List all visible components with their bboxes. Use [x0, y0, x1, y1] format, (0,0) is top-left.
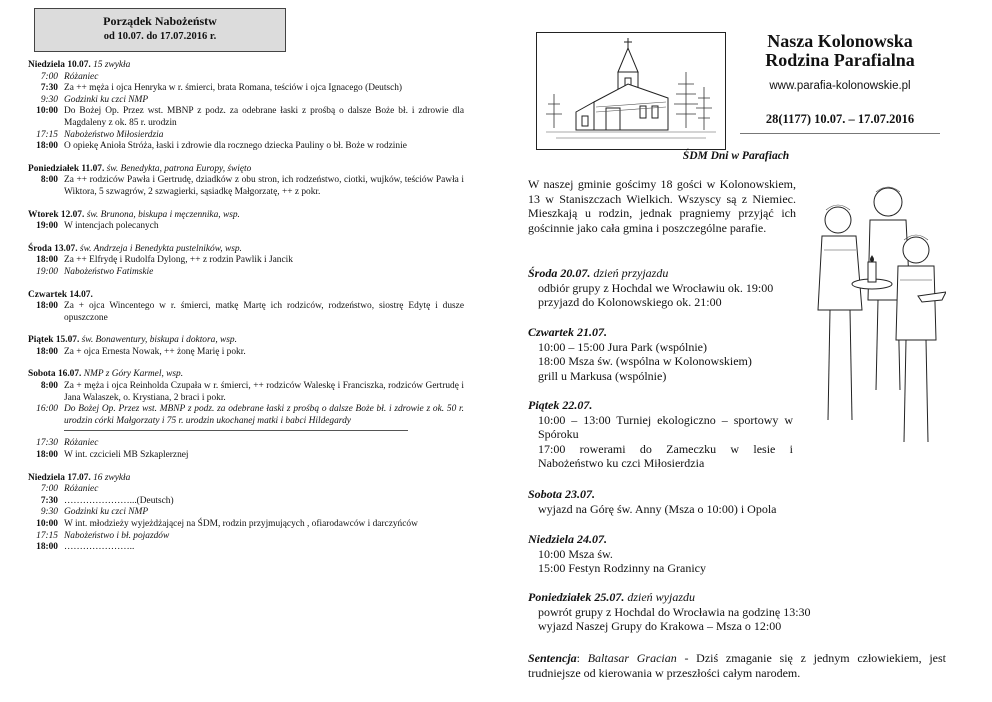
day-heading [28, 290, 464, 302]
mass-time: 18:00 [36, 141, 58, 152]
mass-entry [28, 267, 464, 279]
mass-intention: Nabożeństwo Miłosierdzia [64, 129, 164, 140]
event-heading [528, 487, 944, 502]
mass-entry [28, 531, 464, 543]
day-heading [28, 164, 464, 176]
masthead-line2: Rodzina Parafialna [765, 50, 915, 70]
mass-entry [28, 106, 464, 129]
parish-url: www.parafia-kolonowskie.pl [769, 80, 911, 92]
day-name: Wtorek 12.07. [28, 209, 85, 220]
spacer [28, 279, 464, 290]
event-date: Niedziela 24.07. [528, 532, 607, 546]
mass-entry [28, 496, 464, 508]
event-line: grill u Markusa (wspólnie) [538, 368, 667, 383]
mass-intention: Za ++ rodziców Pawła i Gertrudę, dziadków z obu stron, ich rodzeństwo, ciotki, wujków, teściów Pawła i Wiktora, 5 szwagrów, 2 szwagierki, sąsiadkę Małgorzatę, ++ z pokr. [64, 175, 464, 197]
mass-time: 18:00 [36, 542, 58, 553]
mass-entry [28, 72, 464, 84]
event-date: Piątek 22.07. [528, 398, 593, 412]
event-day [528, 325, 944, 383]
mass-time: 8:00 [40, 175, 58, 186]
schedule-day [28, 369, 464, 427]
divider [64, 430, 408, 431]
spacer [28, 324, 464, 335]
event-line: przyjazd do Kolonowskiego ok. 21:00 [538, 295, 722, 310]
mass-intention: Za + męża i ojca Reinholda Czupała w r. śmierci, ++ rodziców Waleskę i Franciszka, rodziców Gertrudę i Jana Walaszek, o. Krystiana, 2 braci i pokr. [64, 381, 464, 403]
schedule-day [28, 473, 464, 554]
mass-intention: O opiekę Anioła Stróża, łaski i zdrowie dla rocznego dziecka Pauliny o bł. Boże w rodzinie [64, 141, 407, 152]
mass-time: 18:00 [36, 301, 58, 312]
mass-entry [28, 438, 464, 450]
event-line: 15:00 Festyn Rodzinny na Granicy [538, 561, 706, 576]
event-line: 10:00 – 15:00 Jura Park (wspólnie) [538, 339, 707, 354]
mass-time: 18:00 [36, 450, 58, 461]
event-note: dzień przyjazdu [593, 266, 669, 280]
mass-intention: …………………...(Deutsch) [64, 495, 174, 506]
mass-intention: Różaniec [64, 484, 99, 495]
spacer [28, 199, 464, 210]
mass-intention: W int. młodzieży wyjeżdżającej na ŚDM, rodzin przyjmujących , ofiarodawców i darczyńców [64, 519, 418, 529]
mass-intention: Za ++ Elfrydę i Rudolfa Dylong, ++ z rodzin Pawlik i Jancik [64, 255, 293, 266]
event-day [528, 266, 944, 310]
mass-intention: Do Bożej Op. Przez wst. MBNP z podz. za odebrane łaski z prośbą o dalsze Boże bł. i zdrowie z ok. 50 r. urodzin córki Małgorzaty i 75 r. urodzin ukochanej matki i babci Hildegardy [64, 404, 464, 426]
mass-entry [28, 301, 464, 324]
sentence-author: Baltasar Gracian [587, 651, 677, 665]
bulletin-column [526, 0, 946, 702]
issue-number: 28(1177) 10.07. – 17.07.2016 [765, 112, 915, 126]
mass-time: 7:30 [40, 495, 58, 506]
event-line: 17:00 rowerami do Zameczku w lesie i Nabożeństwo ku czci Miłosierdzia [538, 441, 793, 471]
spacer [28, 462, 464, 473]
event-heading [528, 590, 944, 605]
section-title: ŚDM Dni w Parafiach [682, 150, 790, 162]
day-heading [28, 210, 464, 222]
mass-entry [28, 507, 464, 519]
mass-intention: Za + ojca Wincentego w r. śmierci, matkę Martę ich rodziców, rodzeństwo, siostrę Edytę i dusze opuszczone [64, 301, 464, 323]
day-heading [28, 244, 464, 256]
mass-time: 18:00 [36, 346, 58, 357]
mass-intention: Nabożeństwo Fatimskie [64, 266, 154, 277]
event-date: Sobota 23.07. [528, 487, 596, 501]
day-name: Niedziela 17.07. [28, 472, 91, 483]
day-name: Sobota 16.07. [28, 369, 82, 380]
mass-intention: W int. czcicieli MB Szkaplerznej [64, 450, 189, 461]
day-feast: 15 zwykła [93, 60, 131, 70]
mass-time: 16:00 [36, 404, 58, 415]
day-feast: św. Benedykta, patrona Europy, święto [106, 163, 252, 174]
mass-time: 18:00 [36, 255, 58, 266]
mass-intention: Do Bożej Op. Przez wst. MBNP z podz. za odebrane łaski z prośbą o dalsze Boże bł. i zdrowie dla Magdaleny z ok. 85 r. urodzin [64, 106, 464, 128]
schedule-day [28, 430, 464, 461]
mass-time: 17:15 [36, 530, 58, 541]
day-name: Czwartek 14.07. [28, 289, 93, 300]
mass-entry [28, 347, 464, 359]
sentence-label: Sentencja [528, 651, 577, 665]
masthead-title [740, 32, 940, 70]
event-date: Środa 20.07. [528, 266, 591, 280]
mass-entry [28, 484, 464, 496]
mass-intention: Różaniec [64, 438, 99, 449]
day-name: Poniedziałek 11.07. [28, 163, 105, 174]
event-line: 10:00 – 13:00 Turniej ekologiczno – sportowy w Spóroku [538, 412, 793, 442]
mass-schedule [28, 60, 464, 554]
mass-entry [28, 141, 464, 153]
schedule-day [28, 244, 464, 279]
event-heading [528, 398, 944, 413]
mass-entry [28, 255, 464, 267]
mass-intention: Godzinki ku czci NMP [64, 94, 149, 105]
church-illustration [536, 32, 726, 150]
event-date: Poniedziałek 25.07. [528, 590, 625, 604]
day-feast: NMP z Góry Karmel, wsp. [83, 369, 184, 380]
event-line: wyjazd Naszej Grupy do Krakowa – Msza o 12:00 [538, 619, 782, 634]
day-feast: św. Brunona, biskupa i męczennika, wsp. [86, 209, 240, 220]
mass-time: 17:15 [36, 129, 58, 140]
sentence-text: Dziś zmaganie się z jednym człowiekiem, jest trudniejsze od kierowania w przeszłości całym narodem. [528, 651, 946, 680]
mass-entry [28, 221, 464, 233]
day-feast: 16 zwykła [93, 472, 131, 483]
spacer [28, 358, 464, 369]
schedule-day [28, 60, 464, 153]
day-heading [28, 473, 464, 485]
sentence: Sentencja: Baltasar Gracian - Dziś zmaganie się z jednym człowiekiem, jest trudniejsze od kierowania w przeszłości całym narodem. [528, 651, 946, 680]
event-heading [528, 325, 944, 340]
event-day [528, 532, 944, 576]
schedule-header-box [34, 8, 286, 52]
event-line: 18:00 Msza św. (wspólna w Kolonowskiem) [538, 354, 752, 369]
mass-intention: Nabożeństwo i bł. pojazdów [64, 530, 170, 541]
mass-entry [28, 95, 464, 107]
day-feast: św. Bonawentury, biskupa i doktora, wsp. [81, 335, 237, 346]
day-name: Środa 13.07. [28, 243, 78, 254]
schedule-day [28, 210, 464, 233]
mass-intention: ………………….. [64, 542, 135, 553]
mass-entry [28, 542, 464, 554]
divider [740, 133, 940, 134]
event-note: dzień wyjazdu [627, 590, 695, 604]
schedule-column [28, 0, 464, 702]
masthead-line1: Nasza Kolonowska [767, 31, 913, 51]
mass-time: 9:30 [40, 507, 58, 518]
event-day [528, 487, 944, 516]
schedule-dates: od 10.07. do 17.07.2016 r. [103, 31, 217, 42]
mass-entry [28, 404, 464, 427]
schedule-day [28, 290, 464, 325]
day-heading [28, 335, 464, 347]
mass-time: 19:00 [36, 221, 58, 232]
event-line: 10:00 Msza św. [538, 546, 613, 561]
event-line: powrót grupy z Hochdal do Wrocławia na godzinę 13:30 [538, 604, 811, 619]
spacer [28, 233, 464, 244]
mass-entry [28, 130, 464, 142]
intro-paragraph: W naszej gminie gościmy 18 gości w Kolonowskiem, 13 w Staniszczach Wielkich. Wszyscy są z Niemiec. Mieszkają u rodzin, jednak pragniemy przyjąć ich gościnnie jako cała gmina i poszczególne parafie. [528, 177, 796, 235]
mass-intention: Za ++ męża i ojca Henryka w r. śmierci, brata Romana, teściów i ojca Ignacego (Deutsch) [64, 83, 403, 94]
mass-intention: Za + ojca Ernesta Nowak, ++ żonę Marię i pokr. [64, 346, 246, 357]
event-heading [528, 532, 944, 547]
mass-time: 9:30 [40, 94, 58, 105]
event-heading [528, 266, 944, 281]
mass-intention: W intencjach polecanych [64, 221, 159, 232]
mass-time: 7:30 [40, 83, 58, 94]
mass-time: 17:30 [36, 438, 58, 449]
schedule-day [28, 164, 464, 199]
day-name: Piątek 15.07. [28, 335, 80, 346]
mass-entry [28, 450, 464, 462]
mass-time: 10:00 [36, 519, 58, 529]
day-name: Niedziela 10.07. [28, 60, 91, 70]
mass-entry [28, 381, 464, 404]
mass-entry [28, 175, 464, 198]
mass-intention: Różaniec [64, 71, 99, 82]
day-heading [28, 60, 464, 72]
mass-entry [28, 83, 464, 95]
mass-entry [28, 519, 464, 531]
mass-time: 8:00 [40, 381, 58, 392]
event-line: odbiór grupy z Hochdal we Wrocławiu ok. 19:00 [538, 280, 774, 295]
mass-time: 7:00 [40, 484, 58, 495]
day-heading [28, 369, 464, 381]
event-day [528, 590, 944, 634]
event-line: wyjazd na Górę św. Anny (Msza o 10:00) i Opola [538, 501, 777, 516]
day-feast: św. Andrzeja i Benedykta pustelników, wsp. [79, 243, 242, 254]
mass-intention: Godzinki ku czci NMP [64, 507, 149, 518]
spacer [28, 153, 464, 164]
schedule-title: Porządek Nabożeństw [103, 14, 217, 28]
schedule-day [28, 335, 464, 358]
mass-time: 7:00 [40, 71, 58, 82]
mass-time: 19:00 [36, 266, 58, 277]
event-day [528, 398, 944, 471]
event-date: Czwartek 21.07. [528, 325, 608, 339]
mass-time: 10:00 [36, 106, 58, 117]
